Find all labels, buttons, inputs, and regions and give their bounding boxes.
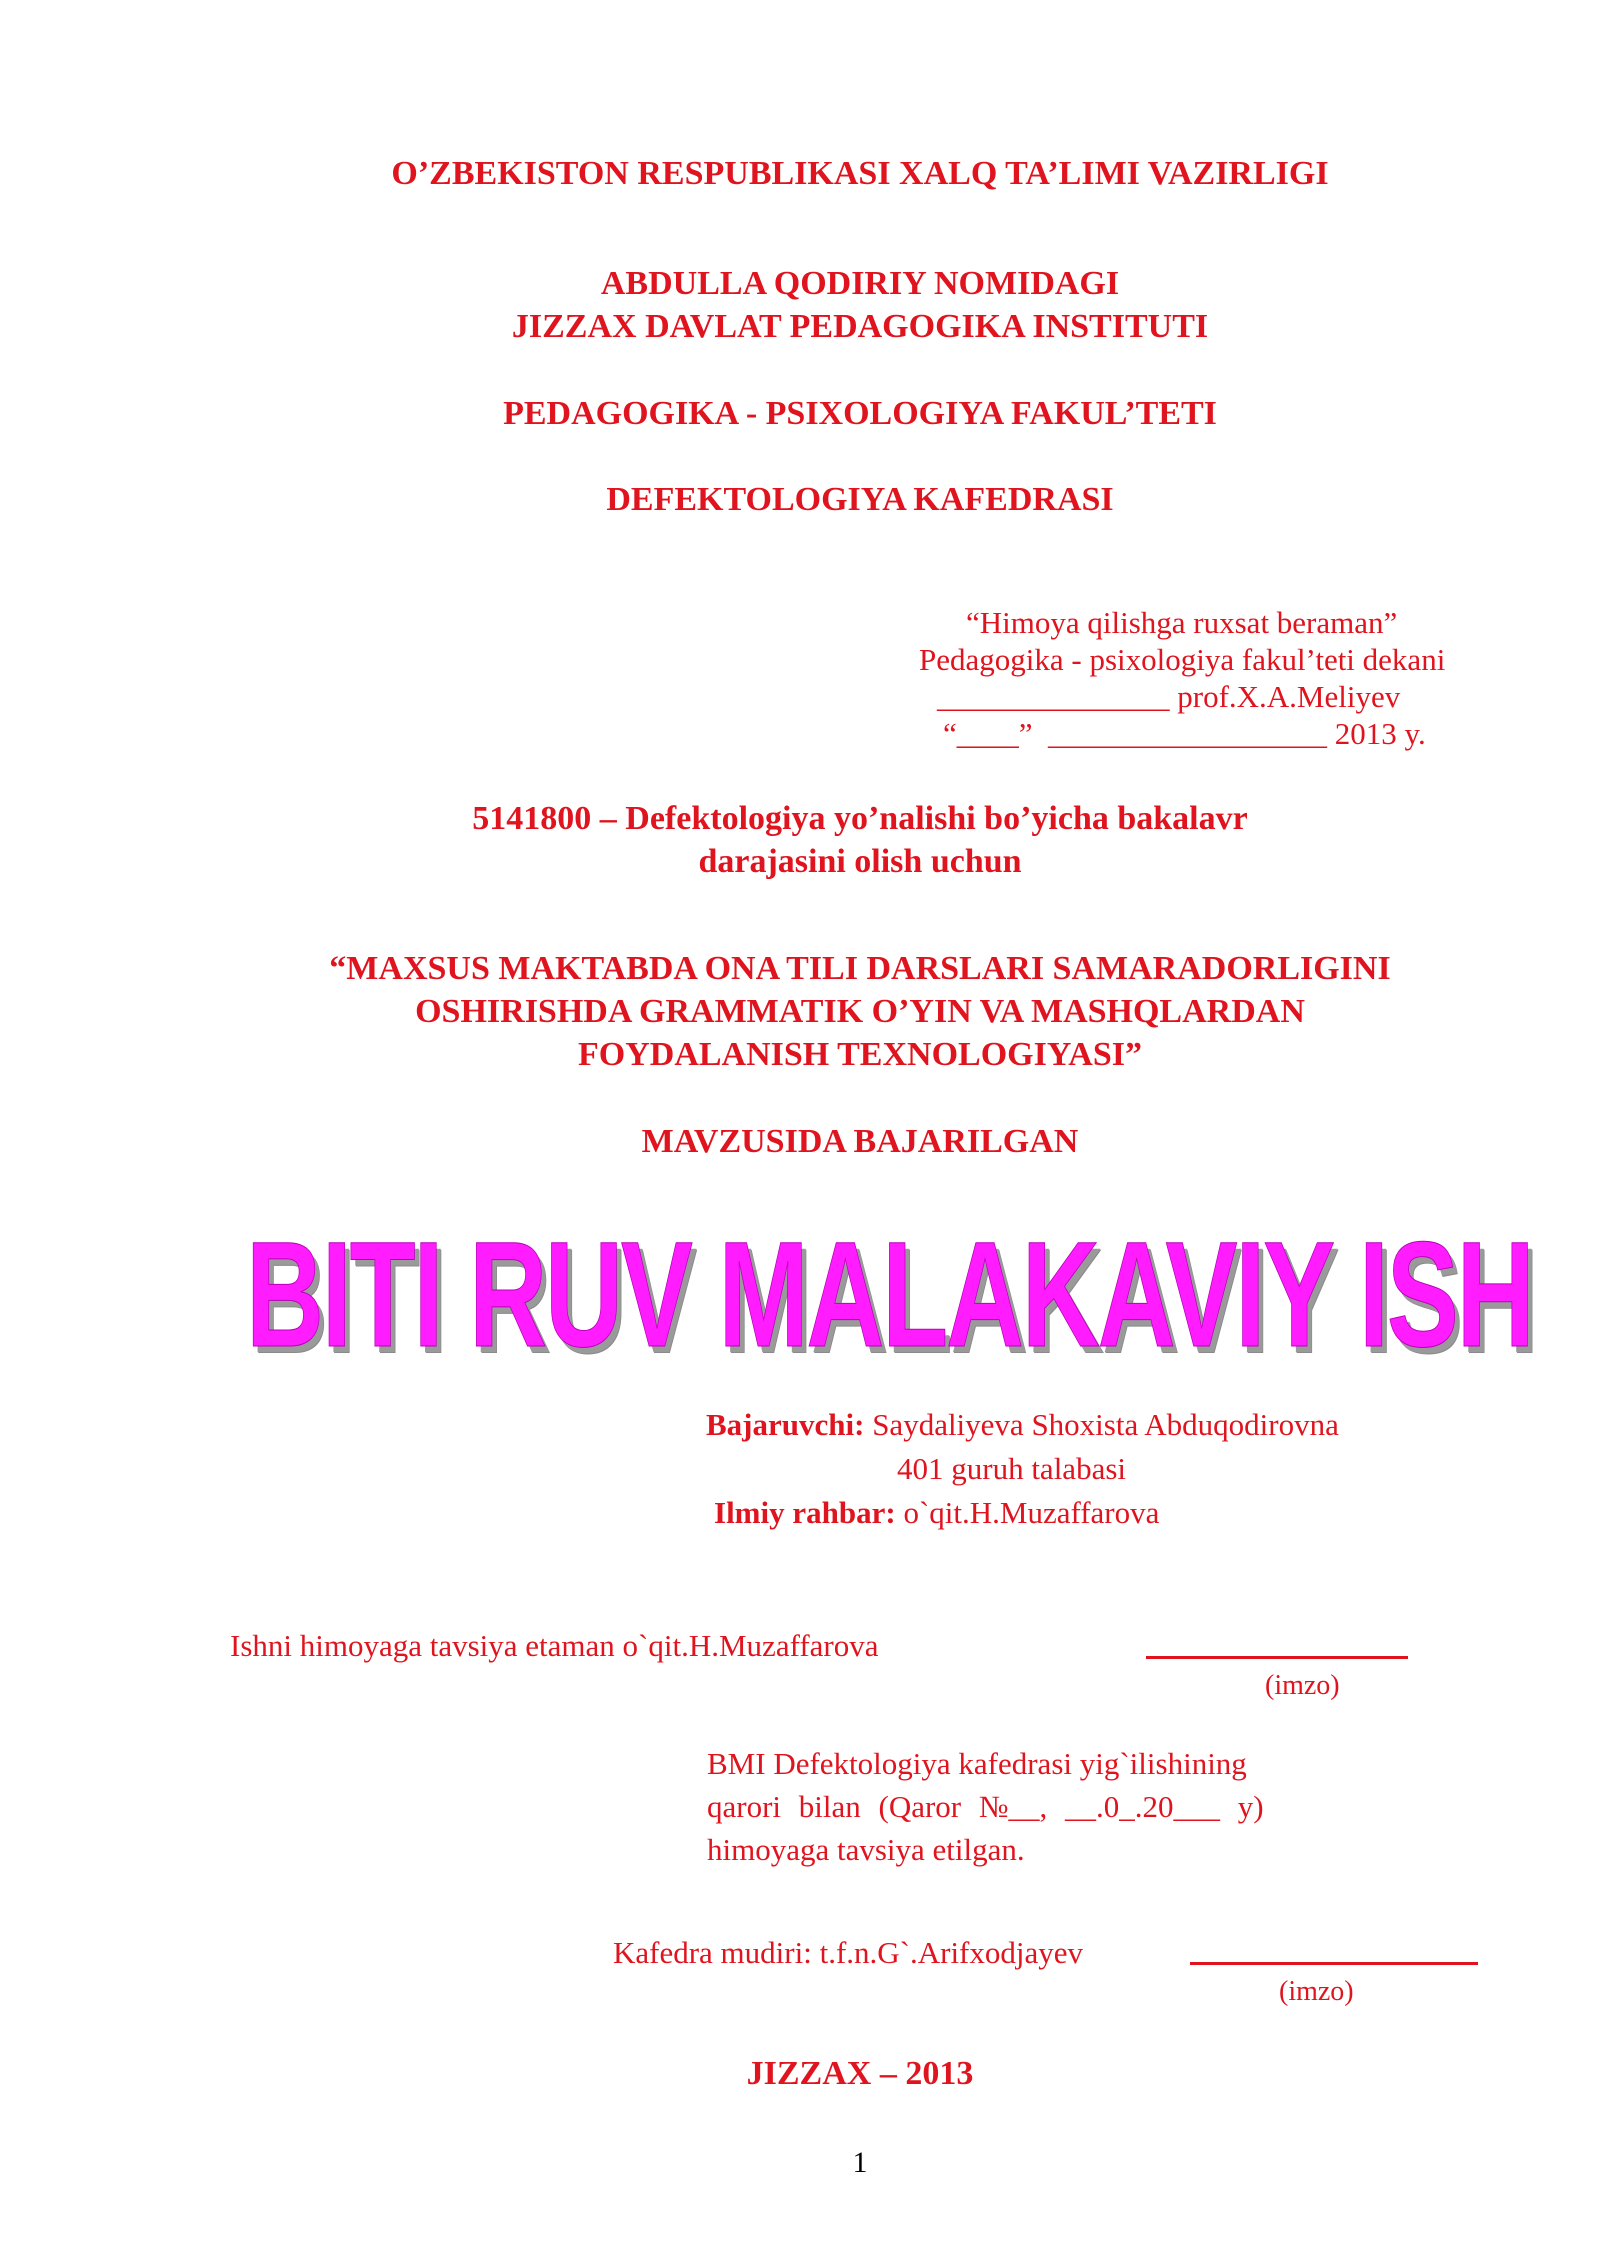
approval-line-2: Pedagogika - psixologiya fakul’teti dekani [919, 642, 1446, 677]
supervisor-name: o`qit.H.Muzaffarova [903, 1495, 1160, 1530]
bmi-line-2: qarori bilan (Qaror №__, __.0_.20___ y) [707, 1789, 1264, 1824]
page-number: 1 [852, 2146, 868, 2179]
degree-line-2: darajasini olish uchun [698, 843, 1022, 880]
approval-line-1: “Himoya qilishga ruxsat beraman” [966, 605, 1398, 640]
bmi-line-3: himoyaga tavsiya etilgan. [707, 1832, 1025, 1867]
work-title: BITI RUV MALAKAVIY ISH [246, 1210, 1533, 1378]
recommend-text: Ishni himoyaga tavsiya etaman o`qit.H.Muzaffarova [230, 1628, 879, 1663]
signature-line-1 [1146, 1656, 1408, 1659]
performer-name: Saydaliyeva Shoxista Abduqodirovna [872, 1407, 1339, 1442]
faculty-heading: PEDAGOGIKA - PSIXOLOGIYA FAKUL’TETI [503, 395, 1217, 432]
topic-line-2: OSHIRISHDA GRAMMATIK O’YIN VA MASHQLARDAN [415, 993, 1305, 1030]
topic-line-1: “MAXSUS MAKTABDA ONA TILI DARSLARI SAMARADORLIGINI [329, 950, 1391, 987]
supervisor-row [714, 1494, 1159, 1531]
signature-label-1: (imzo) [1265, 1670, 1340, 1701]
signature-label-2: (imzo) [1279, 1976, 1354, 2007]
head-text: Kafedra mudiri: t.f.n.G`.Arifxodjayev [613, 1935, 1084, 1970]
institute-line-1: ABDULLA QODIRIY NOMIDAGI [600, 265, 1120, 302]
department-heading: DEFEKTOLOGIYA KAFEDRASI [606, 481, 1114, 518]
bmi-line-1: BMI Defektologiya kafedrasi yig`ilishining [707, 1746, 1247, 1781]
ministry-heading: O’ZBEKISTON RESPUBLIKASI XALQ TA’LIMI VAZIRLIGI [391, 155, 1329, 192]
city-year: JIZZAX – 2013 [746, 2055, 974, 2092]
topic-suffix: MAVZUSIDA BAJARILGAN [641, 1123, 1079, 1160]
topic-line-3: FOYDALANISH TEXNOLOGIYASI” [578, 1036, 1142, 1073]
performer-row [706, 1406, 1339, 1443]
approval-line-4: “____” __________________ 2013 y. [943, 716, 1426, 751]
institute-line-2: JIZZAX DAVLAT PEDAGOGIKA INSTITUTI [511, 308, 1209, 345]
signature-line-2 [1190, 1962, 1478, 1965]
approval-line-3: _______________ prof.X.A.Meliyev [937, 679, 1401, 714]
supervisor-label: Ilmiy rahbar: [714, 1495, 896, 1530]
performer-label: Bajaruvchi: [706, 1407, 865, 1442]
degree-line-1: 5141800 – Defektologiya yo’nalishi bo’yicha bakalavr [472, 800, 1248, 837]
performer-group: 401 guruh talabasi [897, 1451, 1127, 1486]
